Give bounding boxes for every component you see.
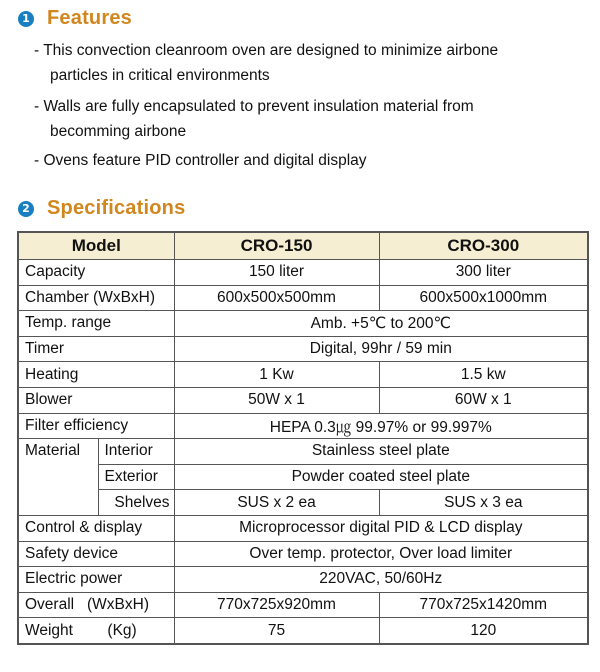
features-title: Features — [47, 7, 132, 29]
feature-line: - This convection cleanroom oven are designed to minimize airbone — [34, 42, 499, 59]
row-label: Heating — [18, 362, 174, 388]
header-cro-150: CRO-150 — [174, 232, 379, 260]
row-label: Capacity — [18, 260, 174, 286]
cell-value: 60W x 1 — [379, 387, 588, 413]
row-label: Control & display — [18, 515, 174, 541]
row-label-material: Material — [18, 439, 98, 516]
section-number-badge: 1 — [18, 11, 34, 27]
features-heading — [18, 7, 132, 30]
cell-value: 600x500x1000mm — [379, 285, 588, 311]
row-sublabel: Interior — [98, 439, 174, 465]
row-sublabel: Exterior — [98, 464, 174, 490]
cell-value: SUS x 2 ea — [174, 490, 379, 516]
feature-line: - Ovens feature PID controller and digital display — [34, 152, 367, 169]
row-sublabel: Shelves — [98, 490, 174, 516]
table-row — [18, 439, 588, 465]
table-row — [18, 567, 588, 593]
row-label: Chamber (WxBxH) — [18, 285, 174, 311]
specifications-heading — [18, 197, 185, 220]
cell-value: 1.5 kw — [379, 362, 588, 388]
cell-value: Microprocessor digital PID & LCD display — [174, 515, 588, 541]
specifications-table — [17, 231, 589, 645]
cell-value: 600x500x500mm — [174, 285, 379, 311]
feature-line-continued: particles in critical environments — [50, 67, 270, 84]
cell-value: 50W x 1 — [174, 387, 379, 413]
table-row — [18, 592, 588, 618]
table-header-row — [18, 232, 588, 260]
cell-value: Digital, 99hr / 59 min — [174, 336, 588, 362]
header-model: Model — [18, 232, 174, 260]
table-row — [18, 387, 588, 413]
table-row — [18, 260, 588, 286]
cell-value: SUS x 3 ea — [379, 490, 588, 516]
table-row — [18, 541, 588, 567]
cell-value: 120 — [379, 618, 588, 644]
row-label: Timer — [18, 336, 174, 362]
cell-value: 1 Kw — [174, 362, 379, 388]
cell-value: 770x725x920mm — [174, 592, 379, 618]
table-row — [18, 285, 588, 311]
table-row — [18, 490, 588, 516]
row-label: Blower — [18, 387, 174, 413]
table-row — [18, 311, 588, 337]
cell-value: Amb. +5℃ to 200℃ — [174, 311, 588, 337]
cell-value: 220VAC, 50/60Hz — [174, 567, 588, 593]
feature-line: - Walls are fully encapsulated to prevent insulation material from — [34, 98, 474, 115]
row-label: Weight (Kg) — [18, 618, 174, 644]
row-label: Temp. range — [18, 311, 174, 337]
row-label: Electric power — [18, 567, 174, 593]
row-label: Safety device — [18, 541, 174, 567]
table-row — [18, 362, 588, 388]
cell-value: 770x725x1420mm — [379, 592, 588, 618]
cell-value: Powder coated steel plate — [174, 464, 588, 490]
specifications-title: Specifications — [47, 197, 186, 219]
feature-item — [34, 38, 594, 88]
cell-value: 75 — [174, 618, 379, 644]
cell-value: 300 liter — [379, 260, 588, 286]
row-label: Filter efficiency — [18, 413, 174, 439]
cell-value: 150 liter — [174, 260, 379, 286]
table-row — [18, 618, 588, 644]
section-number-badge: 2 — [18, 201, 34, 217]
row-label: Overall (WxBxH) — [18, 592, 174, 618]
feature-item — [34, 148, 594, 173]
cell-value: Stainless steel plate — [174, 439, 588, 465]
table-row — [18, 336, 588, 362]
cell-value: HEPA 0.3㎍ 99.97% or 99.997% — [174, 413, 588, 439]
table-row — [18, 413, 588, 439]
table-row — [18, 515, 588, 541]
feature-item — [34, 94, 594, 144]
header-cro-300: CRO-300 — [379, 232, 588, 260]
table-row — [18, 464, 588, 490]
cell-value: Over temp. protector, Over load limiter — [174, 541, 588, 567]
feature-line-continued: becomming airbone — [50, 123, 187, 140]
